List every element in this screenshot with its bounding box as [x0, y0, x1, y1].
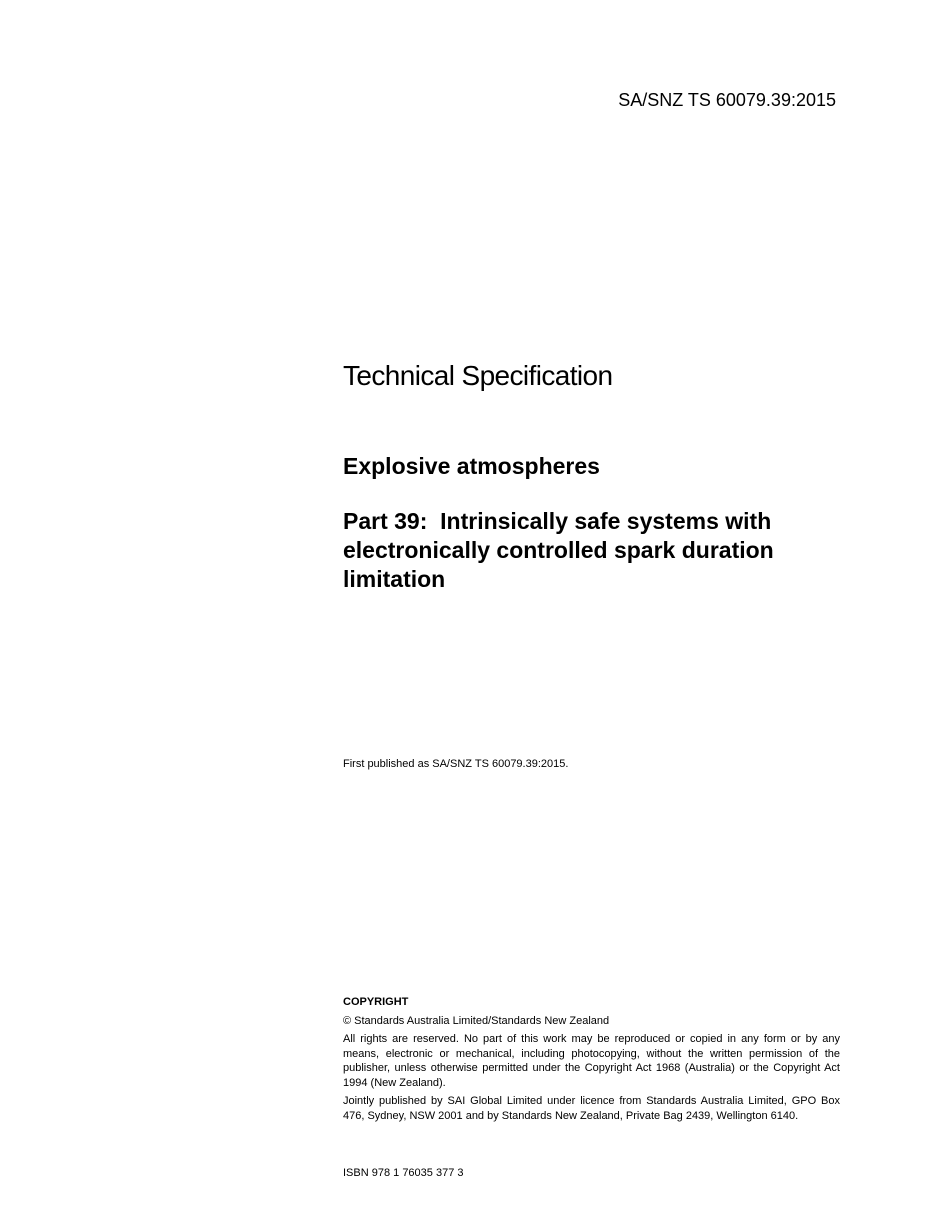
- document-title: Explosive atmospheres: [343, 453, 600, 479]
- copyright-holder: © Standards Australia Limited/Standards New Zealand: [343, 1014, 610, 1027]
- isbn: ISBN 978 1 76035 377 3: [343, 1167, 464, 1179]
- copyright-block: [343, 995, 840, 1127]
- publisher-statement: Jointly published by SAI Global Limited under licence from Standards Australia Limited, GPO Box 476, Sydney, NSW 2001 and by Standards New Zealand, Private Bag 2439, Wellington 6140.: [343, 1095, 840, 1122]
- copyright-heading: COPYRIGHT: [343, 996, 409, 1008]
- document-id: SA/SNZ TS 60079.39:2015: [618, 90, 836, 110]
- rights-statement: All rights are reserved. No part of this work may be reproduced or copied in any form or by any means, electronic or mechanical, including photocopying, without the written permission of the publisher, unless otherwise permitted under the Copyright Act 1968 (Australia) or the Copyright Act 1994 (New Zealand).: [343, 1033, 840, 1089]
- specification-type: Technical Specification: [343, 360, 613, 391]
- first-published-note: First published as SA/SNZ TS 60079.39:2015.: [343, 758, 569, 770]
- part-title: Part 39: Intrinsically safe systems with electronically controlled spark duration limitation: [343, 508, 781, 592]
